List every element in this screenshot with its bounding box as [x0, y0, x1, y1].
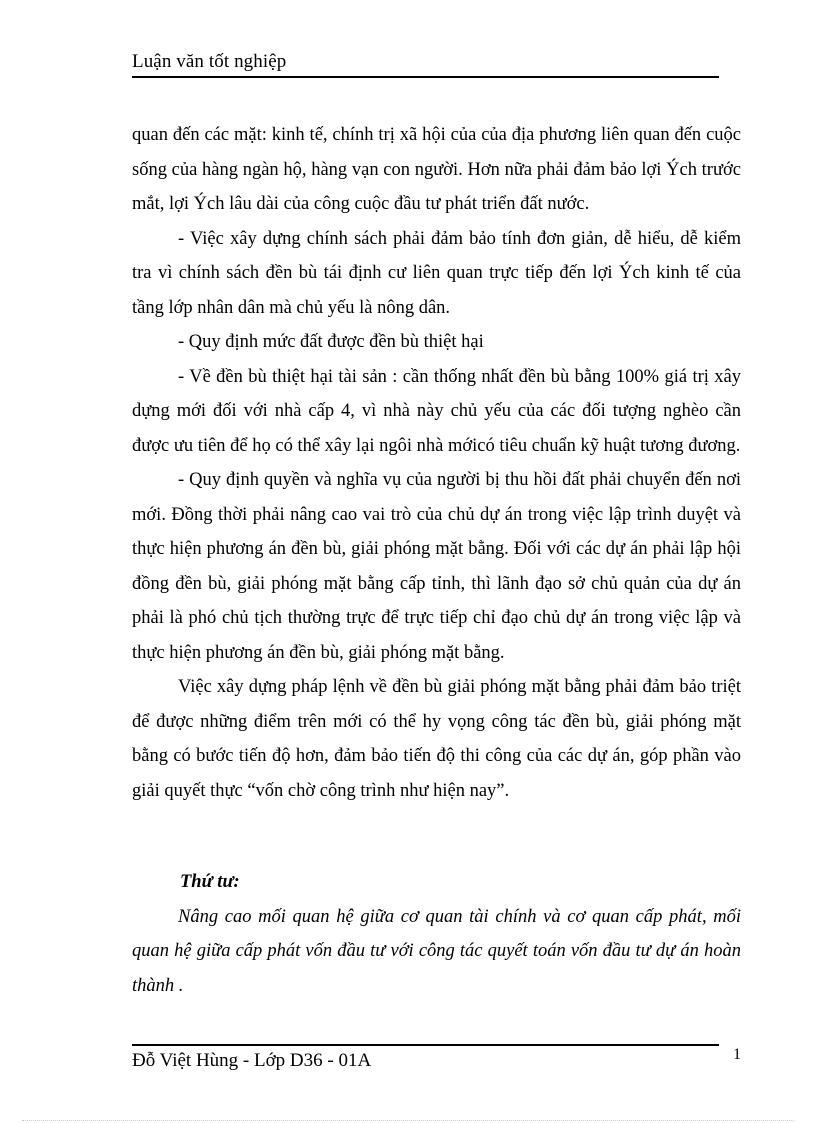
body-paragraph-3: - Quy định mức đất được đền bù thiệt hại — [178, 332, 484, 352]
body-paragraph-4: - Về đền bù thiệt hại tài sản : cần thống nhất đền bù bằng 100% giá trị xây dựng mới đối với nhà cấp 4, vì nhà này chủ yếu của các đối tượng nghèo cần được ưu tiên để họ có thể xây lại ngôi nhà mớicó tiêu chuẩn kỹ huật tương đương. — [132, 366, 741, 456]
body-paragraph-6: Việc xây dựng pháp lệnh về đền bù giải phóng mặt bằng phải đảm bảo triệt để được những điểm trên mới có thể hy vọng công tác đền bù, giải phóng mặt bằng có bước tiến độ hơn, đảm bảo tiến độ thi công của các dự án, góp phần vào giải quyết thực “vốn chờ công trình như hiện nay”. — [132, 677, 741, 801]
header-divider — [132, 76, 719, 78]
page-bottom-border — [22, 1120, 794, 1121]
body-paragraph-1: quan đến các mặt: kinh tế, chính trị xã hội của của địa phương liên quan đến cuộc sống của hàng ngàn hộ, hàng vạn con người. Hơn nữa phải đảm bảo lợi Ých trước mắt, lợi Ých lâu dài của công cuộc đầu tư phát triển đất nước. — [132, 125, 741, 214]
section-paragraph: Nâng cao mối quan hệ giữa cơ quan tài chính và cơ quan cấp phát, mối quan hệ giữa cấp phát vốn đầu tư với công tác quyết toán vốn đầu tư dự án hoàn thành . — [132, 906, 741, 996]
page-number: 1 — [733, 1046, 741, 1063]
section-heading: Thứ tư: — [180, 872, 240, 892]
document-body — [132, 118, 741, 808]
footer-author: Đỗ Việt Hùng - Lớp D36 - 01A — [132, 1050, 372, 1071]
footer-divider — [132, 1044, 719, 1046]
page-header-title: Luận văn tốt nghiệp — [132, 51, 287, 72]
section-thu-tu — [132, 865, 741, 1003]
body-paragraph-5: - Quy định quyền và nghĩa vụ của người bị thu hồi đất phải chuyển đến nơi mới. Đồng thời phải nâng cao vai trò của chủ dự án trong việc lập trình duyệt và thực hiện phương án đền bù, giải phóng mặt bằng. Đối với các dự án phải lập hội đồng đền bù, giải phóng mặt bằng cấp tỉnh, thì lãnh đạo sở chủ quản của dự án phải là phó chủ tịch thường trực để trực tiếp chỉ đạo chủ dự án trong việc lập và thực hiện phương án đền bù, giải phóng mặt bằng. — [132, 470, 741, 663]
body-paragraph-2: - Việc xây dựng chính sách phải đảm bảo tính đơn giản, dễ hiểu, dễ kiểm tra vì chính sách đền bù tái định cư liên quan trực tiếp đến lợi Ých kinh tế của tầng lớp nhân dân mà chủ yếu là nông dân. — [132, 228, 741, 318]
